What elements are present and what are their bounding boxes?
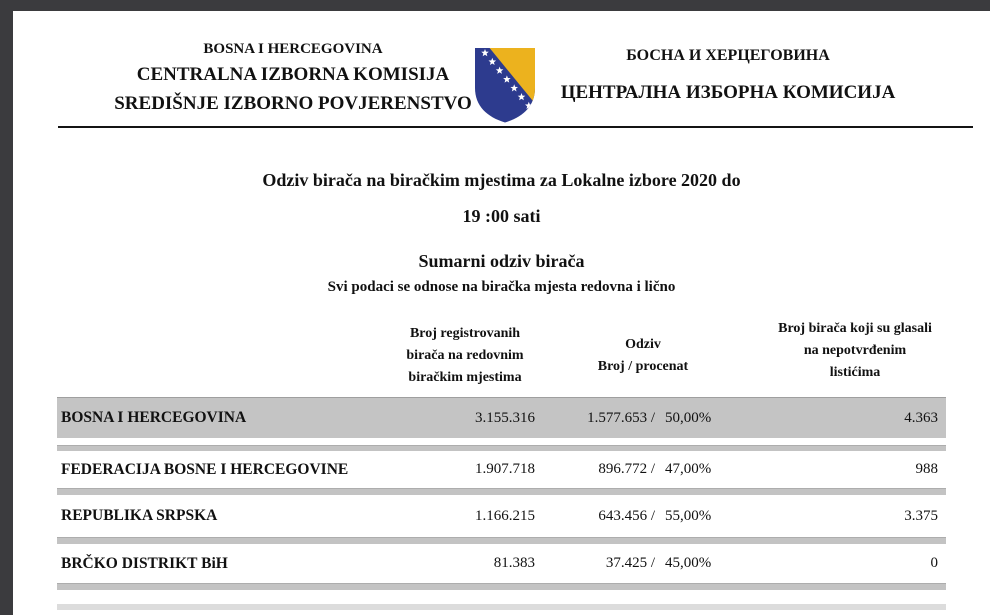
- row-name: BRČKO DISTRIKT BiH: [61, 554, 228, 572]
- report-title-line1: Odziv birača na biračkim mjestima za Lokalne izbore 2020 do: [262, 170, 741, 190]
- column-header-registered-line2: birača na redovnim: [406, 348, 524, 363]
- row-separator-light: [57, 604, 946, 610]
- row-turnout-percent: 45,00%: [665, 555, 712, 571]
- row-turnout-count: 1.577.653 /: [587, 409, 655, 426]
- header-divider: [58, 126, 973, 128]
- column-header-unconfirmed-line3: listićima: [829, 365, 881, 380]
- viewer-frame-top-edge: [0, 0, 990, 11]
- document-page: [13, 11, 990, 615]
- row-separator: [57, 537, 946, 544]
- table-row-federacija-bih: [57, 451, 946, 488]
- row-name: FEDERACIJA BOSNE I HERCEGOVINE: [61, 460, 349, 478]
- section-title: Sumarni odziv birača: [418, 251, 585, 271]
- row-registered-voters: 3.155.316: [475, 409, 535, 426]
- org-name-latin-line3: SREDIŠNJE IZBORNO POVJERENSTVO: [114, 93, 472, 114]
- row-unconfirmed-ballots: 3.375: [904, 507, 938, 524]
- row-gap: [57, 438, 946, 445]
- row-separator: [57, 583, 946, 590]
- column-header-registered: [365, 323, 565, 389]
- column-header-turnout-line1: Odziv: [625, 337, 661, 352]
- column-header-unconfirmed-line1: Broj birača koji su glasali: [778, 321, 932, 336]
- row-turnout-count: 37.425 /: [605, 555, 655, 571]
- org-name-cyrillic: [553, 38, 903, 105]
- row-turnout-percent: 55,00%: [665, 507, 712, 524]
- row-registered-voters: 1.166.215: [475, 507, 535, 524]
- row-separator: [57, 488, 946, 495]
- org-name-cyrillic-line1: БОСНА И ХЕРЦЕГОВИНА: [626, 47, 830, 64]
- row-turnout-count: 643.456 /: [598, 507, 655, 524]
- column-header-unconfirmed: [735, 318, 975, 384]
- row-name: REPUBLIKA SRPSKA: [61, 507, 218, 524]
- row-turnout-percent: 50,00%: [665, 409, 712, 426]
- org-name-cyrillic-line2: ЦЕНТРАЛНА ИЗБОРНА КОМИСИЈА: [560, 82, 896, 103]
- row-unconfirmed-ballots: 0: [930, 555, 938, 571]
- table-row-republika-srpska: [57, 495, 946, 537]
- report-title-line2: 19 :00 sati: [462, 206, 541, 226]
- table-row-bosna-i-hercegovina: [57, 397, 946, 438]
- row-unconfirmed-ballots: 4.363: [904, 409, 938, 426]
- column-header-registered-line1: Broj registrovanih: [409, 326, 521, 341]
- row-turnout-percent: 47,00%: [665, 461, 712, 477]
- column-header-turnout-line2: Broj / procenat: [597, 359, 689, 374]
- column-header-turnout: [553, 334, 733, 378]
- row-name: BOSNA I HERCEGOVINA: [61, 409, 247, 426]
- row-turnout-count: 896.772 /: [598, 461, 655, 477]
- org-name-latin: [83, 38, 503, 119]
- row-gap: [57, 590, 946, 604]
- turnout-table: [57, 397, 946, 610]
- row-unconfirmed-ballots: 988: [915, 461, 938, 477]
- bih-coat-of-arms-icon: [473, 46, 537, 124]
- section-note: Svi podaci se odnose na biračka mjesta redovna i lično: [327, 279, 676, 295]
- column-header-unconfirmed-line2: na nepotvrđenim: [803, 343, 907, 358]
- row-registered-voters: 1.907.718: [475, 461, 535, 477]
- org-name-latin-line1: BOSNA I HERCEGOVINA: [203, 41, 383, 57]
- row-registered-voters: 81.383: [493, 555, 535, 571]
- column-header-registered-line3: biračkim mjestima: [408, 370, 522, 385]
- org-name-latin-line2: CENTRALNA IZBORNA KOMISIJA: [136, 64, 450, 85]
- viewer-frame-left-edge: [0, 0, 13, 615]
- table-row-brcko-distrikt: [57, 544, 946, 583]
